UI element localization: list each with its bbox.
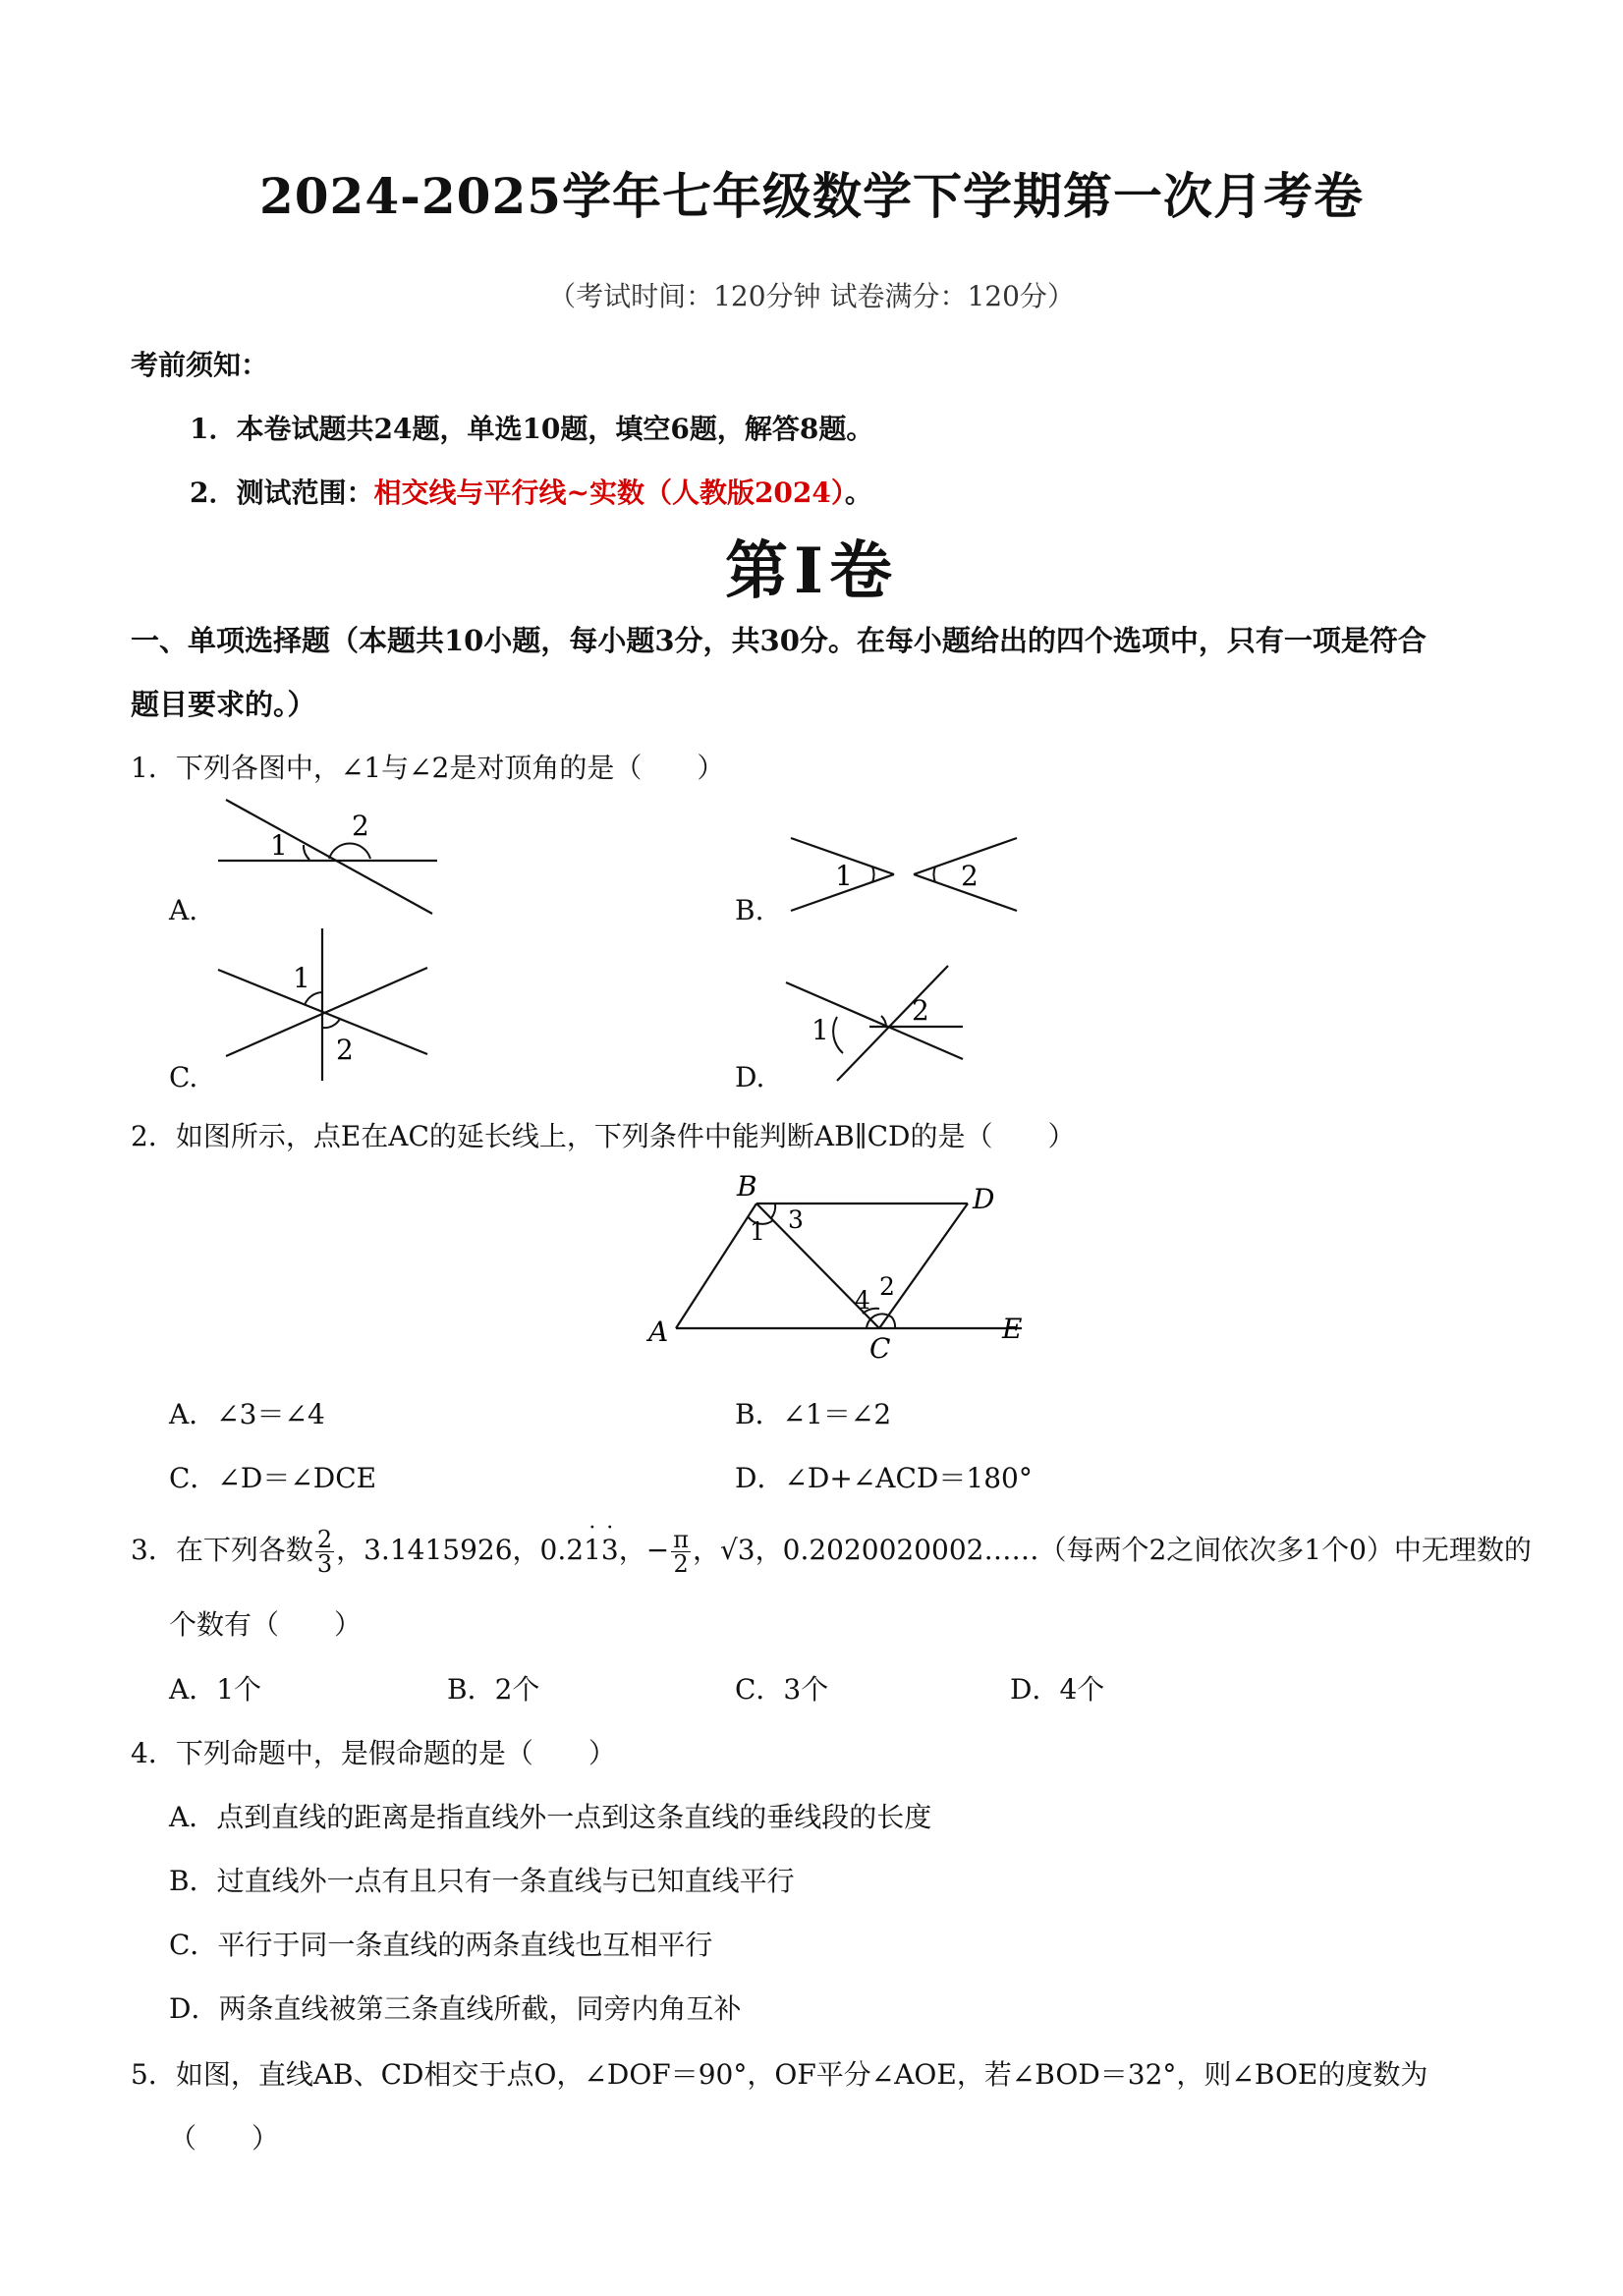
q4-option-c[interactable]: C．平行于同一条直线的两条直线也互相平行 bbox=[169, 1929, 713, 1961]
q3-option-d[interactable]: D．4个 bbox=[1010, 1673, 1105, 1706]
q5-line-2: （ ） bbox=[169, 2122, 280, 2155]
section-1-heading-line2: 题目要求的。） bbox=[131, 688, 316, 721]
q4-option-d[interactable]: D．两条直线被第三条直线所截，同旁内角互补 bbox=[169, 1992, 742, 2025]
q2-angle-4-label: 4 bbox=[855, 1286, 870, 1315]
q3-mid1: ，3.1415926，0.2 bbox=[336, 1534, 585, 1566]
q2-option-c[interactable]: C．∠D＝∠DCE bbox=[169, 1462, 377, 1494]
q2-point-d: D bbox=[973, 1183, 995, 1215]
question-3-stem bbox=[131, 1528, 1532, 1576]
q1d-angle-2-label: 2 bbox=[912, 994, 929, 1027]
q2-angle-1-label: 1 bbox=[750, 1217, 765, 1246]
q3-option-a[interactable]: A．1个 bbox=[169, 1673, 262, 1706]
q1b-arc-1 bbox=[872, 867, 874, 882]
q2-angle-2-label: 2 bbox=[879, 1272, 895, 1301]
q1c-angle-2-label: 2 bbox=[336, 1034, 354, 1066]
q4-option-a[interactable]: A．点到直线的距离是指直线外一点到这条直线的垂线段的长度 bbox=[169, 1801, 932, 1833]
q3-repeat-digit-2: · 3 bbox=[601, 1534, 619, 1566]
notice-item-2-suffix: 。 bbox=[844, 476, 872, 509]
q4-option-b[interactable]: B．过直线外一点有且只有一条直线与已知直线平行 bbox=[169, 1865, 795, 1897]
q2-option-a[interactable]: A．∠3＝∠4 bbox=[169, 1398, 325, 1430]
exam-subtitle: （考试时间：120分钟 试卷满分：120分） bbox=[548, 280, 1075, 312]
notice-item-2-prefix: 2．测试范围： bbox=[190, 476, 374, 509]
volume-title: 第Ⅰ卷 bbox=[725, 534, 898, 608]
q2-point-e: E bbox=[1002, 1313, 1023, 1345]
notice-heading: 考前须知： bbox=[131, 349, 269, 381]
question-1-stem: 1．下列各图中，∠1与∠2是对顶角的是（ ） bbox=[131, 752, 725, 784]
section-1-heading-line1: 一、单项选择题（本题共10小题，每小题3分，共30分。在每小题给出的四个选项中，只有一项是符合 bbox=[131, 624, 1427, 657]
q2-point-c: C bbox=[869, 1332, 891, 1365]
q1d-angle-1-label: 1 bbox=[812, 1014, 829, 1046]
q1c-arc-2 bbox=[322, 1019, 340, 1028]
q2-point-b: B bbox=[737, 1170, 757, 1203]
q3-fraction-two-thirds: $\frac{2}{3}$ bbox=[316, 1526, 333, 1578]
q3-mid2: ，− bbox=[618, 1534, 670, 1566]
q3-prefix: 3．在下列各数 bbox=[131, 1534, 313, 1566]
q1-option-b[interactable]: B. bbox=[735, 894, 764, 926]
q2-option-d[interactable]: D．∠D+∠ACD＝180° bbox=[735, 1462, 1033, 1494]
question-5-stem: 5．如图，直线AB、CD相交于点O，∠DOF＝90°，OF平分∠AOE，若∠BOD＝32°，则∠BOE的度数为 bbox=[131, 2058, 1428, 2091]
q3-fraction-pi-half: $\frac{\pi}{2}$ bbox=[673, 1526, 689, 1578]
q2-point-a: A bbox=[648, 1316, 669, 1348]
q1a-angle-1-label: 1 bbox=[270, 829, 288, 862]
q1-figure-d bbox=[776, 963, 982, 1086]
q3-repeat-digit-1: · 1 bbox=[584, 1534, 601, 1566]
q1-figure-c bbox=[206, 928, 442, 1086]
q2-option-b[interactable]: B．∠1＝∠2 bbox=[735, 1398, 892, 1430]
q1-option-c[interactable]: C. bbox=[169, 1061, 198, 1093]
q3-option-c[interactable]: C．3个 bbox=[735, 1673, 829, 1706]
q2-figure bbox=[644, 1169, 1036, 1366]
q1a-arc-2 bbox=[329, 844, 370, 859]
q1-option-a[interactable]: A. bbox=[169, 894, 198, 926]
question-4-stem: 4．下列命题中，是假命题的是（ ） bbox=[131, 1737, 616, 1769]
q1-figure-b bbox=[776, 830, 1032, 919]
q2-angle-3-label: 3 bbox=[788, 1205, 804, 1234]
q1b-arc-2 bbox=[933, 867, 935, 882]
q1a-arc-1 bbox=[304, 845, 309, 860]
q1-figure-a bbox=[206, 791, 452, 928]
notice-item-2-range: 相交线与平行线~实数（人教版2024） bbox=[373, 476, 845, 509]
q1a-angle-2-label: 2 bbox=[352, 810, 369, 842]
q3-line-2: 个数有（ ） bbox=[169, 1608, 363, 1641]
q1d-arc-1 bbox=[833, 1017, 843, 1053]
q3-rest: ，√3，0.2020020002……（每两个2之间依次多1个0）中无理数的 bbox=[692, 1534, 1532, 1566]
notice-item-1: 1．本卷试题共24题，单选10题，填空6题，解答8题。 bbox=[190, 413, 874, 445]
q3-option-b[interactable]: B．2个 bbox=[447, 1673, 540, 1706]
question-2-stem: 2．如图所示，点E在AC的延长线上，下列条件中能判断AB∥CD的是（ ） bbox=[131, 1120, 1076, 1152]
exam-title: 2024-2025学年七年级数学下学期第一次月考卷 bbox=[258, 167, 1365, 225]
q1b-angle-2-label: 2 bbox=[961, 860, 979, 892]
q2-arc-3 bbox=[771, 1204, 775, 1218]
q1-option-d[interactable]: D. bbox=[735, 1061, 765, 1093]
notice-item-2 bbox=[190, 472, 872, 511]
q1c-angle-1-label: 1 bbox=[293, 962, 310, 994]
q1b-angle-1-label: 1 bbox=[835, 860, 853, 892]
